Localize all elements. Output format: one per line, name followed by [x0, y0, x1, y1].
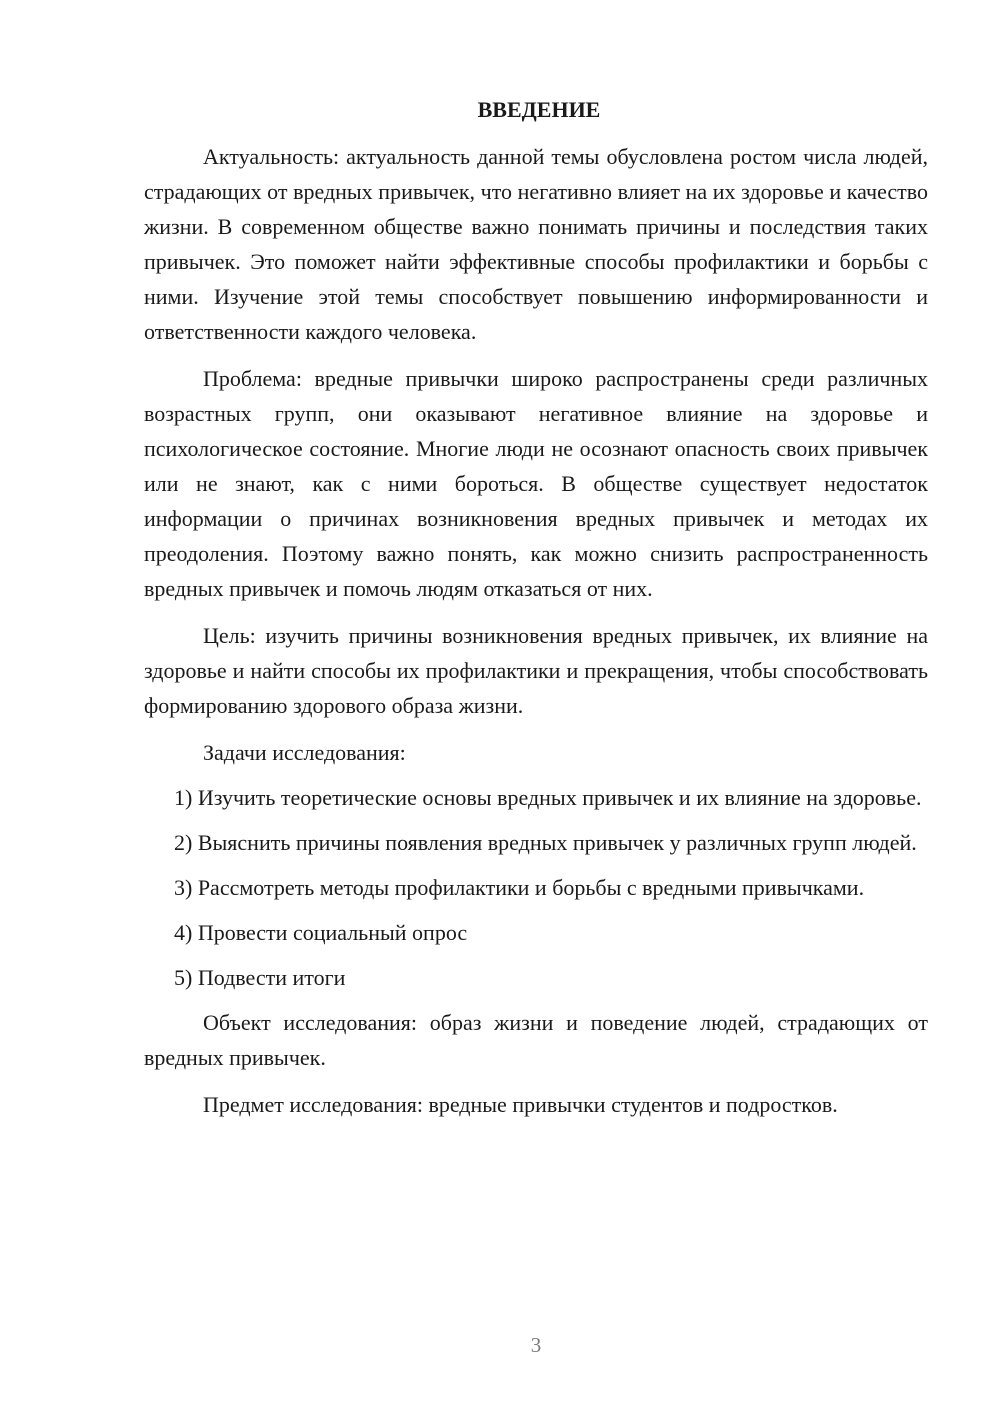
page-number: 3: [530, 1333, 542, 1357]
relevance-paragraph: Актуальность: актуальность данной темы обусловлена ростом числа людей, страдающих от вредных привычек, что негативно влияет на их здоровье и качество жизни. В современном обществе важно понимать причины и последствия таких привычек. Это поможет найти эффективные способы профилактики и борьбы с ними. Изучение этой темы способствует повышению информированности и ответственности каждого человека.: [144, 144, 928, 344]
goal-paragraph: Цель: изучить причины возникновения вредных привычек, их влияние на здоровье и найти способы их профилактики и прекращения, чтобы способствовать формированию здорового образа жизни.: [144, 623, 928, 718]
task-item-1: 1) Изучить теоретические основы вредных привычек и их влияние на здоровье.: [174, 785, 922, 810]
object-paragraph: Объект исследования: образ жизни и поведение людей, страдающих от вредных привычек.: [144, 1010, 928, 1070]
document-page: [144, 92, 928, 1134]
section-title: ВВЕДЕНИЕ: [477, 97, 601, 122]
task-item-3: 3) Рассмотреть методы профилактики и борьбы с вредными привычками.: [174, 875, 865, 900]
task-item-5: 5) Подвести итоги: [174, 965, 346, 990]
tasks-heading: Задачи исследования:: [203, 740, 406, 765]
task-item-4: 4) Провести социальный опрос: [174, 920, 468, 945]
subject-paragraph: Предмет исследования: вредные привычки студентов и подростков.: [203, 1092, 838, 1117]
problem-paragraph: Проблема: вредные привычки широко распространены среди различных возрастных групп, они оказывают негативное влияние на здоровье и психологическое состояние. Многие люди не осознают опасность своих привычек или не знают, как с ними бороться. В обществе существует недостаток информации о причинах возникновения вредных привычек и методах их преодоления. Поэтому важно понять, как можно снизить распространенность вредных привычек и помочь людям отказаться от них.: [144, 366, 928, 601]
task-item-2: 2) Выяснить причины появления вредных привычек у различных групп людей.: [174, 830, 917, 855]
